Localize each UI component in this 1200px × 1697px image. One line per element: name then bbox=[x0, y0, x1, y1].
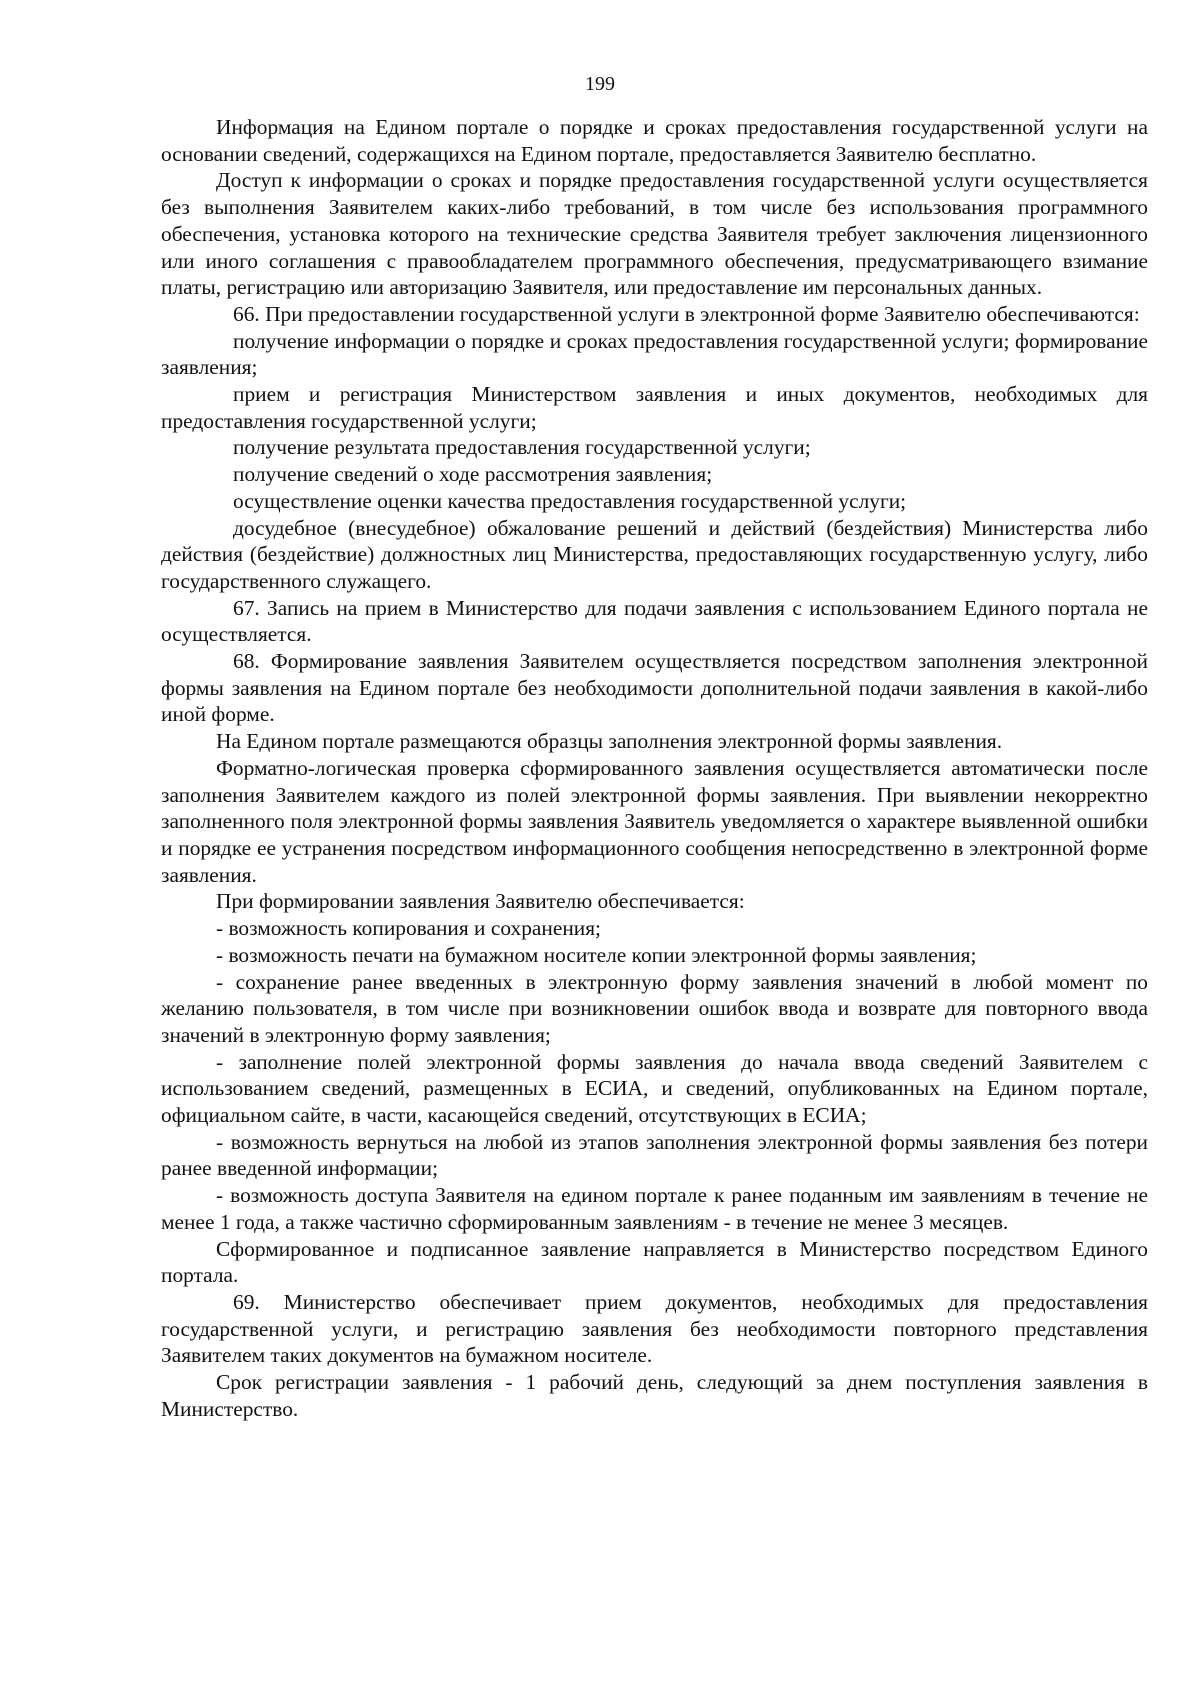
paragraph-portal-info: Информация на Едином портале о порядке и сроках предоставления государственной услуги на основании сведений, содержащихся на Едином портале, предоставляется Заявителю бесплатно. bbox=[161, 115, 1148, 166]
document-body bbox=[161, 114, 1148, 1422]
paragraph-forming-intro: При формировании заявления Заявителю обеспечивается: bbox=[216, 889, 745, 914]
paragraph-list-quality: осуществление оценки качества предоставления государственной услуги; bbox=[233, 488, 907, 513]
paragraph-list-registration: прием и регистрация Министерством заявления и иных документов, необходимых для предоставления государственной услуги; bbox=[161, 382, 1148, 433]
paragraph-list-result: получение результата предоставления государственной услуги; bbox=[233, 435, 811, 460]
paragraph-item-69: 69. Министерство обеспечивает прием документов, необходимых для предоставления государственной услуги, и регистрацию заявления без необходимости повторного представления Заявителем таких документов на бумажном носителе. bbox=[161, 1289, 1148, 1368]
paragraph-dash-copy: - возможность копирования и сохранения; bbox=[216, 916, 601, 941]
page-number: 199 bbox=[585, 73, 615, 95]
paragraph-list-info: получение информации о порядке и сроках предоставления государственной услуги; формирование заявления; bbox=[161, 328, 1148, 380]
paragraph-dash-prefill: - заполнение полей электронной формы заявления до начала ввода сведений Заявителем с использованием сведений, размещенных в ЕСИА, и сведений, опубликованных на Едином портале, официальном сайте, в части, касающейся сведений, отсутствующих в ЕСИА; bbox=[161, 1049, 1148, 1128]
paragraph-format-check: Форматно-логическая проверка сформированного заявления осуществляется автоматически после заполнения Заявителем каждого из полей электронной формы заявления. При выявлении некорректно заполненного поля электронной формы заявления Заявитель уведомляется о характере выявленной ошибки и порядке ее устранения посредством информационного сообщения непосредственно в электронной форме заявления. bbox=[161, 755, 1148, 887]
paragraph-item-68: 68. Формирование заявления Заявителем осуществляется посредством заполнения электронной формы заявления на Едином портале без необходимости дополнительной подачи заявления в какой-либо иной форме. bbox=[161, 649, 1148, 727]
paragraph-dash-print: - возможность печати на бумажном носителе копии электронной формы заявления; bbox=[216, 942, 977, 967]
paragraph-dash-access: - возможность доступа Заявителя на едином портале к ранее поданным им заявлениям в течение не менее 1 года, а также частично сформированным заявлениям - в течение не менее 3 месяцев. bbox=[161, 1183, 1148, 1234]
paragraph-item-67: 67. Запись на прием в Министерство для подачи заявления с использованием Единого портала не осуществляется. bbox=[161, 595, 1148, 647]
paragraph-list-status: получение сведений о ходе рассмотрения заявления; bbox=[233, 462, 713, 487]
paragraph-dash-return: - возможность вернуться на любой из этапов заполнения электронной формы заявления без потери ранее введенной информации; bbox=[161, 1129, 1148, 1181]
paragraph-list-appeal: досудебное (внесудебное) обжалование решений и действий (бездействия) Министерства либо действия (бездействие) должностных лиц Министерства, предоставляющих государственную услугу, либо государственного служащего. bbox=[161, 515, 1148, 593]
paragraph-dash-save: - сохранение ранее введенных в электронную форму заявления значений в любой момент по желанию пользователя, в том числе при возникновении ошибок ввода и возврате для повторного ввода значений в электронную форму заявления; bbox=[161, 969, 1148, 1047]
paragraph-samples: На Едином портале размещаются образцы заполнения электронной формы заявления. bbox=[216, 729, 1003, 754]
paragraph-item-66: 66. При предоставлении государственной услуги в электронной форме Заявителю обеспечиваются: bbox=[233, 301, 1140, 326]
paragraph-submission: Сформированное и подписанное заявление направляется в Министерство посредством Единого портала. bbox=[161, 1236, 1148, 1288]
paragraph-registration-term: Срок регистрации заявления - 1 рабочий день, следующий за днем поступления заявления в Министерство. bbox=[161, 1370, 1148, 1421]
paragraph-access-info: Доступ к информации о сроках и порядке предоставления государственной услуги осуществляется без выполнения Заявителем каких-либо требований, в том числе без использования программного обеспечения, установка которого на технические средства Заявителя требует заключения лицензионного или иного соглашения с правообладателем программного обеспечения, предусматривающего взимание платы, регистрацию или авторизацию Заявителя, или предоставление им персональных данных. bbox=[161, 168, 1148, 300]
